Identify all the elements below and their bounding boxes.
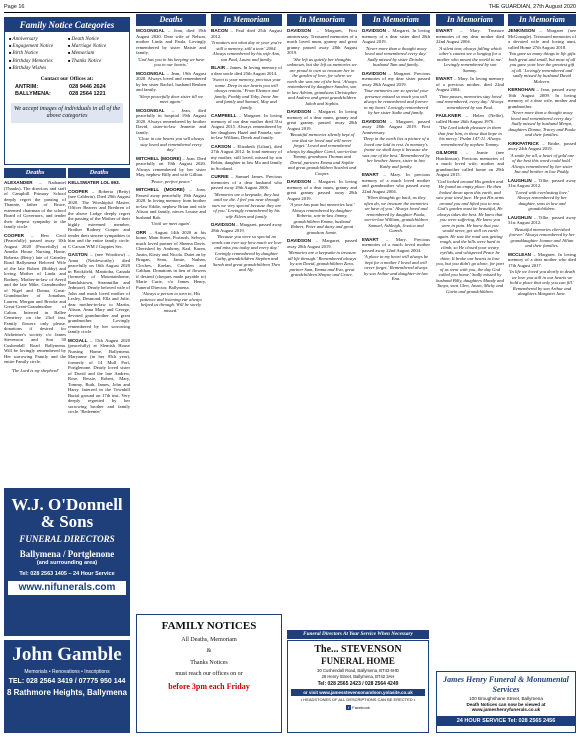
notice-text: – Mary. Precious memories of a much loved mother passed away 22nd August 2004. [362,236,430,253]
notice-text: – James. In loving memory of a dear uncle died 25th August 2014. [211,65,282,76]
notice-verse: 'Beautiful memories silently kept of one that we loved and will never forget.' Loved and remembered always by daughter Carol, son-in-law Tommy, grandsons Thomas and David, partners Emma and Sophie and great grandchildren Scarlett and Cooper. [287,132,357,176]
notice [136,108,206,153]
notice-name: CURRIE [211,174,229,179]
notice-name: EWART [362,236,379,242]
column-7 [436,14,504,666]
memoriam-header: In Memoriam [287,14,357,26]
category-item: ■ Engagement Notice [9,43,66,49]
notice-verse: 'God looked around His garden and He found an empty place. He then looked down upon this earth, and saw your tired face. He put His arms around you and lifted you to rest. God's garden must be beautiful, He always takes the best. He knew that you were suffering, He knew you were in pain. He knew that you would never, get well on earth again. He saw the road was getting rough, and the hills were hard to climb, so He closed your weary eyelids, and whispered Peace be thine. It broke our hearts to lose you, but you didn't go alone, for part of us went with you, the day God called you home.' Sadly missed by husband Billy, daughters Mandy and Tanya, sons Glen, Jason, Micky and Gavin and grandchildren. [436,178,504,294]
notice-text: – Roberta (Betty) (nee Calderin). Died 29th August 2020. The Worshipful Master, Officer Bearers and Brethren of the above Lodge deeply regret the passing of the Mother of their highly esteemed member, Brother Rodney Cooper and tender their sincere sympathies to him and the entire family circle. C Carson WM J Guppies Sec. [68,188,130,249]
notice-name: MCGALL [68,337,88,343]
column-2 [68,168,130,484]
stevenson-web[interactable]: or visit www.jamesstevensonandson.yolasite.co.uk [291,689,425,696]
notice-verse: 'Memories are a keepsake to treasure all life through.' Remembered always by son David, grandchildren Zara, partner Sam, Emma and Eva, great grandchildren Shayne and Grace. [287,250,357,277]
notice-text: – Jean, died peacefully in hospital 19th August 2020. Always remembered by brother David, sister-in-law Jeanette and family. [136,107,206,135]
henry-web[interactable]: Death Notices can now be viewed at www.jameshenryfunerals.co.uk [466,701,546,713]
family-line-1: All Deaths, Memoriam [181,637,237,644]
category-item: ■ Memoriam [68,50,125,56]
column-8 [508,14,576,666]
notice-name: ALEXANDER [4,180,33,185]
notice-verse: 'It matters not what day or year you're still a memory, still a tear.' 2004. Always remembered by his wife Ann, son Paul, Laura and family. [211,40,282,62]
notice-verse: 'A smile for all, a heart of gold one of the best this word could hold.' Always remembered by her sister Ina and brother in law Paddy. [509,152,575,174]
notice-name: KELLSWATER LOL 693. [68,180,120,185]
notice-text: – Margaret. Precious memories of my dear sister passed away 28th August 2019. [362,70,430,87]
notice [136,187,206,227]
notice-name: BLAIR [211,65,226,70]
notice-name: DAVIDSON [362,70,386,76]
page-number: Page 16 [4,4,25,11]
notice-text: – Margaret (nee McGonagle). Treasured memories of a devoted wife and loving aunt, called Home 27th August 2018. [508,28,576,50]
notice [211,174,282,219]
notice-text: – Margaret, First anniversary. Treasured memories of a much loved mum, granny and great granny passed away 28th August 2019. [287,28,357,55]
henry-service-bar: 24 HOUR SERVICE Tel: 028 2565 2456 [437,716,575,727]
column-1 [4,168,66,484]
notice-name: COOPER [4,232,24,238]
notice-text: – Margaret. In loving memory of a dear mother who died 17th August 2017. [508,251,576,268]
notice-verse: 'Sweet is your memory, precious your name. Deep in our hearts you will always remain.' From Eleanor and family, Freddy and Toby, Irene Jim and family and Samuel, May and family. [212,77,281,110]
notice-verse: 'A place in my heart will always be kept for a mother I loved and will never forget.' Remembered always by son Arthur and daughter-in-law Ena. [363,254,429,281]
notice-name: JENKINSON [508,28,535,33]
memoriam-header: In Memoriam [436,14,504,26]
notice-name: DAVIDSON [362,118,386,124]
office-name: ANTRIM: [15,83,39,90]
notice-text: – Samuel James. Precious memories of a dear husband who passed away 29th August 2006. [211,174,282,190]
office-phone: 028 2564 1221 [69,91,106,98]
stevenson-ad [287,640,429,733]
notice-name: MITCHELL (MOORE) [136,187,185,192]
family-deadline: before 3pm each Friday [168,681,250,691]
notice-name: GILMORE [436,150,458,155]
notice [211,222,282,273]
notice-verse: 'You gave us many things in life gifts both great and small, but most of all you gave your love the greatest gift of all.' Lovingly remembered and sadly missed by husband David Malvern. [508,51,576,84]
notice-name: KIRKPATRICK [508,140,539,146]
notice-text: – Jean, died 19th August 2020. Dear wife of Nelson, mother Linda and Paula. Lovingly remembered by sister Maisie and family. [136,28,206,55]
gamble-services: Memorials • Renovations • Inscriptions [24,668,110,675]
notice-text: – Joan. Died peacefully on 19th August 2020. Always remembered by her sister May, nephew Billy and wife Gillian. [136,155,206,177]
page-header [4,3,576,12]
family-line-4: must reach our offices on or [175,670,243,677]
stevenson-addr-1: 30 Cushendall Road, Ballymena, BT43 6HD [317,667,399,673]
family-notices-box [136,614,282,733]
odonnell-sub: FUNERAL DIRECTORS [19,534,115,544]
category-item: ■ Death Notice [68,36,125,42]
notice-name: DAVIDSON [287,238,311,243]
notice-name: MCGONIGAL [136,28,165,33]
gamble-ad [4,640,130,733]
notice-text: – Nathaniel (Thanks). The directors and staff of Camphill Primary School deeply regret the passing of Thannie, father of Bruce, esteemed chairman of the school Board of Governors, and tender their deepest sympathy to the family circle. [4,180,66,229]
notice-text: – Margaret, passed away 28th August 2019. First Anniversary. [362,118,430,135]
notice-text: – Jean, passed away 16th August 2009. In loving memory of a dear wife, mother and grandmother. [508,87,576,109]
notice-name: KERNOHAN [508,87,535,92]
notice-text: – Jeanie (nee Hutchinson). Precious memories of a much loved wife, mother and grandmother called home on 29th August 2015. [436,150,504,177]
notice-verse: 'Deep in the earth lies a picture of a loved one laid to rest. In memory's frame we shall keep it because she was one of the best.' Remembered by her brother James, sister in law Kathy and family. [362,136,430,169]
notice-name: DAVIDSON [287,179,311,184]
notice [362,172,430,234]
memoriam-header: In Memoriam [508,14,576,26]
notice [362,71,430,116]
stevenson-foot: • HEADSTONES OF ALL DESCRIPTIONS CAN BE ERECTED • [300,697,416,703]
notice [508,28,576,84]
odonnell-name: W.J. O'Donnell [11,495,123,514]
facebook-label: f Facebook [348,705,370,711]
notice-verse: 'Memories are a keepsake, they last until we die. I feel you near through ours we very special because they are of you.' Lovingly remembered by his wife Eileen and family. [211,191,282,219]
notice-name: DAVIDSON [211,222,235,227]
odonnell-towns: Ballymena / Portglenone [19,548,115,559]
family-notices-title: FAMILY NOTICES [161,620,257,632]
notice-verse: 'In life we loved you dearly in death we love you still in our hearts we hold a place that only you can fill.' Remembered by son Arthur and daughters Margaret Jane. [509,269,575,296]
notice [508,141,576,175]
notice [211,65,282,110]
notice-text: – Tillie, passed away 31st August 2012. [508,177,576,188]
notice-text: – Hew Cecil (Peacefully) passed away 10th August 2020 (Peacefully) at Amelia House Nursing Home, Roberta (Betty) late of Cairnley Road Ballymena Beloved Wife of the late Robert (Bobby) and loving Mother of Linda and Rodney, Mother-in-law of Averil and the late Mike, Grandmother of Nigel and Donna, Great-Grandmother of Jonathan, Lauren, Morgan and Brooke and Great-Great-Grandmother of Calton. Interred in Ballee Cemetery on the 23rd inst. Family flowers only please, donations if desired for Alzheimer's society c/o James Stevenson and Son 30 Cushendall Road Ballymena. Will be lovingly remembered by Her sorrowing Family and the entire Family circle. [4,232,66,364]
stevenson-addr-2: 28 Henry Street, Ballymena, BT42 3AH [321,673,395,679]
notice-name: DAVIDSON [287,28,311,33]
notice-name: LAUGHLIN [508,177,532,183]
notice-name: MCGONIGAL [136,70,165,76]
stevenson-name: The... STEVENSON [314,644,402,655]
henry-ad [436,671,576,733]
notice-text: – August 14th 2020 at his home, Main Street, Portrush, Selwyn, much loved partner of Sheena Davis. Cherished by Anthony, Karl, Karen, Justin, Kirsty and Nicola. Duiet on by Brugan, Sean, Jamie, Nathan, Cloches, Kaelan, Caethlen and Calthan. Donations in lieu of flowers if desired (cheques made payable to) Marie Curie, c/o James Henry, Funeral Director, Ballymena. [136,229,206,290]
family-line-3: Thanks Notices [190,659,228,666]
notice-text: – 15th August 2020 (peacefully) at Slemish House Nursing Home, Ballymena, Maryanne (in her 95th year), formerly of 14 Mull Port, Portglenone. Dearly loved sister of David and the late Andrew, Rose, Bessie, Robert, Mary, Tommy, Ruth, James, John and Harry. Interred in the Townhill Burial ground on 17th inst. Very deeply regretted by her sorrowing brother and family circle. 'Redeemer' [68,337,130,414]
notice-name: BACON [211,28,228,33]
notice-verse: 'Loved with everlasting love.' Always remembered by her daughter, sons in law and grandchildren. [515,189,569,211]
notice-verse: 'Because you were so special no words can ever say how much we love and miss you today and every day.' Lovingly remembered by daughter Cathy, grandchildren Stephen and Sarah and great grandchildren Theo and Aly. [211,234,282,272]
notice [4,368,66,374]
notice-text: – Mary. In precious memory of a much loved mother and grandmother who passed away 22nd August 2004. [362,172,430,194]
notice [136,230,206,314]
stevenson-tel: Tel: 028 2565 2423 / 028 2564 4249 [317,680,399,687]
notice-name: FAULKNER [436,113,462,118]
notice [508,87,576,138]
column-5 [287,14,357,626]
notice [4,233,66,365]
notice-verse: 'Until we meet again'. [150,221,192,226]
offices-list [5,83,129,99]
notice-verse: 'Never more than a thought away loved and remembered every day.' Sadly missed by sister Deirdre, husband Tam and family. [364,45,428,67]
notice [287,28,357,106]
notice-verse: 'She left us quietly her thoughts unknown, but she left us memories we are proud to own so treasure her in the garden of love, for where we earth she was one of the best.' Always remembered by daughter Sandra, son in law Adrian, grandsons Christopher and Andrew and great grandchildren Jakob and Sophia. [287,56,357,106]
notice [211,28,282,62]
deaths-header: Deaths [68,168,130,178]
notice-text: – Elizabeth (Lilian), died 27th August 2012. In fond memory of my mother, still loved, missed by son Robin, daughter in law Mo and family in Scotland. [211,143,282,171]
notice [211,144,282,172]
notice-name: MCCLEAN [508,251,531,257]
notice-verse: 'Time passes, memories stay loved and remembered, every day.' Always remembered by son Paul. [436,93,504,110]
notice-text: – Mary. In loving memory of a precious mother, died 22nd August 2004. [436,76,504,92]
notice-verse: 'Your memories are so special your presence missed so much you will always be remembered and forever in my heart.' Lovingly remembered by her sister Sadie and family. [363,88,429,115]
category-item: ■ Marriage Notice [68,43,125,49]
notice-verse: 'When thoughts go back, as they often do, we treasure the memories we have of you.' Always loved and remembered by daughter Paula, son-in-law William, grandchildren Samuel, Ashleigh, Jessica and Gareth. [363,195,429,233]
notice-name: EWART [362,172,379,177]
henry-name: James Henry Funeral & Monumental Services [443,675,569,694]
notice [362,119,430,170]
notice [68,338,130,415]
notice [436,28,504,73]
odonnell-ad [4,488,130,636]
categories-box [4,17,130,165]
notice-name: MCGONIGAL [136,107,165,113]
notice [68,189,130,250]
deaths-header: Deaths [136,14,206,26]
facebook-icon: f [348,705,350,711]
notice-name: MITCHELL (MOORE) [136,155,182,161]
notice-name: CAMPBELL [211,113,237,118]
notice-verse: 'Peace, perfect peace.' [150,178,192,184]
notice [68,252,130,335]
category-item: ■ Thanks Notice [68,58,125,64]
notice-name: COOPER [68,188,88,194]
odonnell-tel: Tel: 028 2563 1405 – 24 Hour Service [19,571,115,578]
notice-text: – Bridie, passed away 24th August 2019. [508,140,576,151]
notice [4,180,66,230]
notice-text: – Margaret, passed away 28th August 2019. [211,222,282,233]
family-line-2: & [206,648,212,655]
notice-text: – Margaret. In loving memory of a dear mum, granny and great granny, passed away 28th August 2019. [287,109,357,131]
notice [136,28,206,68]
henry-addr: 100 Broughshane Street, Ballymena [469,696,543,702]
notice-name: EWART [436,28,453,33]
notice [436,113,504,147]
paper-title: THE GUARDIAN, 27th August 2020 [488,4,576,11]
notice [508,178,576,212]
notice-name: DAVIDSON [287,109,311,114]
odonnell-area: (and surrounding area) [36,559,98,566]
notice-name: DAVIDSON [362,28,386,33]
notice [287,109,357,176]
notice [68,180,130,186]
notice-text: – Margaret. In loving memory of our dear mother died 31st August 2015. Always remembered by her daughters Hazel and Pamela, son-in-law William, Derek and family. [211,113,282,140]
notice-text: – (nee Woodrow) – Anna (Nettleworthy) died peacefully on 16th August 2020 in Brickfield, Manitoba, Canada (formerly of Mountainhome, Randalstown, Stranmillar and Jedmore). Dearly beloved wife of John and much loved mother of Lesley, Desmond, Ella and Julie, dear mother-in-law to Martin, Alison, Anna Mary and George, devoted grandmother and great grandmother. Lovingly remembered by her sorrowing family circle. [68,252,130,334]
memoriam-header: In Memoriam [211,14,282,26]
notice-text: – Margaret, passed away 28th August 2019. [287,238,357,249]
category-item: ■ Birthday Wishes [9,65,66,71]
notice-verse: 'Close in our hearts you will always stay loved and remembered every day.' [137,136,205,152]
column-6 [362,14,430,626]
categories-list [5,32,129,73]
categories-title: Family Notice Categories [5,18,129,32]
notice-text: – Tillie, passed away 31st August 2012. [508,214,576,225]
category-item: ■ Birth Notice [9,50,66,56]
office-phone: 028 9446 2624 [69,83,106,90]
column-4 [211,14,282,610]
notice [362,28,430,68]
notice-name: LAUGHLIN [508,214,532,220]
notice-text: – Jean, 19th August 2020. Always loved and remembered by her sister Rachel, husband Reuben and family. [136,70,206,92]
column-3 [136,14,206,610]
notice-verse: 'Always a person to turn to, His patience and listening ear always helped us through. Will be sorely missed.' [140,291,202,313]
notice-text: – Joan. Passed away peacefully 19th August 2020. In loving memory from brother in-law Eddie, nephew Brian and wife Alison and family, nieces Louise and husband Rab. [136,187,206,220]
notice-verse: 'Sleep peacefully dear sister till we meet again.' [138,93,204,104]
notice-text: – Paul died 25th August 2012. [211,28,282,39]
notice [211,113,282,141]
notice-text: – Margaret. In loving memory of a dear mum, granny and great granny passed away 28th August 2019. [287,179,357,201]
notice [436,76,504,110]
notice-text: – Margaret. In loving memory of a dear sister died 28th August 2019. [362,28,430,44]
notice-name: ORR [136,229,147,235]
notice-verse: 'A year has past but memories last.' Always remembered by daughter Roberta, son-in-law Jimmy, grandchildren Emma, husband Robert, Peter and daisy and great grandson Jamie. [289,202,355,235]
notice-verse: 'The Lord taketh pleasure in them that fear him, in those that hope in his mercy.' Psalm 147:11. Always remembered by nephew Tommy. [438,125,502,147]
notice-verse: 'Beautiful memories cherished forever.' Always remembered by her granddaughter Joanne and Jillian and their families. [509,226,575,248]
accept-note: We accept images of individuals in all of the above categories [11,103,123,123]
notice [436,150,504,294]
notice [287,179,357,235]
notice [362,237,430,282]
notice-name: CARSON [211,143,231,149]
funeral-directors-strip: Funeral Directors At Your Service When Necessary [287,630,429,639]
notice-name: EWART [436,76,453,81]
notice [136,156,206,185]
notice-text: – Mary. Treasure memories of my dear mother died 22nd August 2004. [436,28,504,44]
notice-verse: 'Never more than a thought away loved and remembered every day.' Sadly missed by husband Menyn, daughters Donna, Tracey and Paula and their families. [508,110,576,137]
notice-verse: 'The Lord is my shepherd' [11,367,59,373]
notice-name: GASTON [68,252,88,257]
notice [508,215,576,249]
memoriam-header: In Memoriam [362,14,430,26]
odonnell-web[interactable]: www.nifunerals.com [8,581,126,595]
gamble-tel: TEL: 028 2564 3419 / 07775 950 144 [8,677,126,685]
notice-verse: 'God has you in his keeping we have you in our hearts.' [137,56,205,67]
notice [287,238,357,278]
office-name: BALLYMENA: [15,91,51,98]
odonnell-sons: & Sons [40,512,94,531]
contact-title: Contact our Offices at: [40,76,94,83]
deaths-header: Deaths [4,168,66,178]
notice [136,71,206,105]
notice [508,252,576,297]
category-item: ■ Birthday Memories [9,58,66,64]
category-item: ■ Anniversary [9,36,66,42]
stevenson-home: FUNERAL HOME [321,656,395,666]
notice-verse: 'A silent tear, always falling which other's cannot see a longing for a mother who meant the world to me.' Lovingly remembered by son Sammy. [436,45,504,73]
gamble-name: John Gamble [12,644,122,665]
gamble-addr: 8 Rathmore Heights, Ballymena [6,688,128,698]
notice-text: – Helen (Nellie), called Home 26th August 1976. [436,113,504,124]
